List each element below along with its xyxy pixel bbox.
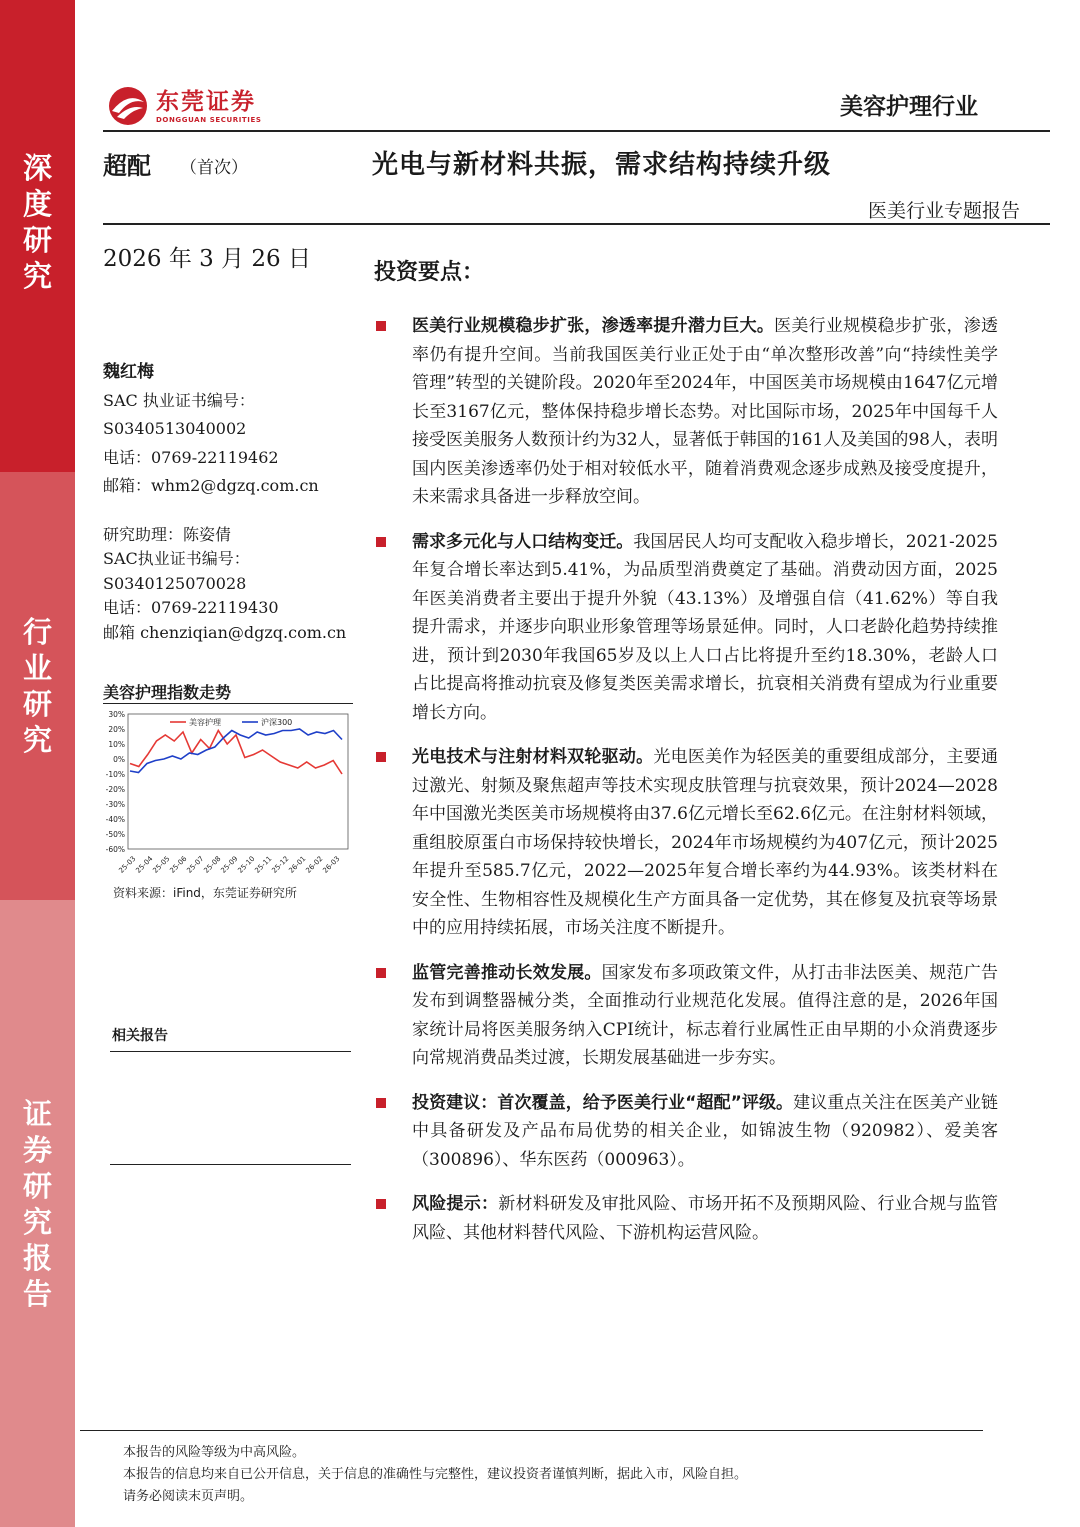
legend-label: 沪深300 [261,718,293,727]
key-point [374,959,998,1073]
key-point-title: 风险提示： [412,1194,499,1214]
related-reports-rule-top [110,1051,351,1052]
y-tick-label: 0% [113,755,125,764]
related-reports-rule-bottom [110,1164,351,1165]
assistant-line: 电话：0769-22119430 [103,598,279,618]
title-rule [103,223,1050,225]
footer-disclaimer [123,1442,747,1508]
assistant-info [103,523,373,645]
key-point-body: 国家发布多项政策文件，从打击非法医美、规范广告发布到调整器械分类，全面推动行业规范化发展。值得注意的是，2026年国家统计局将医美服务纳入CPI统计，标志着行业属性正由早期的小众消费逐步向常规消费品类过渡，长期发展基础进一步夯实。 [412,962,999,1068]
key-point [374,743,998,943]
side-band-industry-research: 行业研究 [0,472,75,900]
y-tick-label: -40% [105,815,125,824]
key-point-body: 光电医美作为轻医美的重要组成部分，主要通过激光、射频及聚焦超声等技术实现皮肤管理与抗衰效果，预计2024—2028年中国激光类医美市场规模将由37.6亿元增长至62.6亿元。在注射材料领域，重组胶原蛋白市场保持较快增长，2024年市场规模约为407亿元，预计2025年提升至585.7亿元，2022—2025年复合增长率约为44.93%。该类材料在安全性、生物相容性及规模化生产方面具备一定优势，其在修复及抗衰等场景中的应用持续拓展，市场关注度不断提升。 [412,747,999,938]
key-point-title: 光电技术与注射材料双轮驱动。 [412,747,654,767]
chart-svg [100,706,352,876]
footer-line: 请务必阅读末页声明。 [123,1489,254,1504]
series-line-beauty-care [130,731,342,775]
report-title: 光电与新材料共振，需求结构持续升级 [372,150,832,180]
y-tick-label: -10% [105,770,125,779]
key-points-list [374,312,998,1247]
footer-rule [80,1430,983,1431]
x-tick-label: 25-05 [151,854,172,875]
y-tick-label: 30% [108,710,125,719]
assistant-line: S0340125070028 [103,573,247,593]
analyst-line: 邮箱：whm2@dgzq.com.cn [103,476,319,495]
side-band-securities-report: 证券研究报告 [0,900,75,1527]
x-tick-label: 25-07 [185,854,206,875]
bullet-square-icon [376,1199,386,1209]
x-tick-label: 26-02 [304,854,325,875]
side-band-deep-research: 深度研究 [0,0,75,472]
bullet-square-icon [376,968,386,978]
y-tick-label: -50% [105,830,125,839]
report-type: 医美行业专题报告 [867,200,1020,222]
analyst-name: 魏红梅 [103,362,154,382]
key-point [374,1190,998,1247]
logo-name-cn: 东莞证券 [156,88,256,115]
analyst-line: S0340513040002 [103,419,247,438]
key-point-body: 医美行业规模稳步扩张，渗透率仍有提升空间。当前我国医美行业正处于由“单次整形改善”向“持续性美学管理”转型的关键阶段。2020年至2024年，中国医美市场规模由1647亿元增长至3167亿元，整体保持稳步增长态势。对比国际市场，2025年中国每千人接受医美服务人数预计约为32人，显著低于韩国的161人及美国的98人，表明国内医美渗透率仍处于相对较低水平，随着消费观念逐步成熟及接受度提升，未来需求具备进一步释放空间。 [412,316,999,507]
analyst-line: SAC 执业证书编号： [103,390,255,410]
footer-line: 本报告的信息均来自已公开信息，关于信息的准确性与完整性，建议投资者谨慎判断，据此入市，风险自担。 [123,1467,748,1482]
chart-source: 资料来源：iFind，东莞证券研究所 [113,886,297,900]
chart-title: 美容护理指数走势 [103,683,232,702]
x-tick-label: 25-11 [253,854,274,875]
x-tick-label: 26-03 [321,854,342,875]
bullet-square-icon [376,1098,386,1108]
chart-title-rule [103,703,353,704]
x-tick-label: 25-08 [202,854,223,875]
x-tick-label: 25-06 [168,854,189,875]
header-rule [103,130,1050,132]
y-tick-label: -60% [105,845,125,854]
bullet-square-icon [376,537,386,547]
key-point-title: 投资建议：首次覆盖，给予医美行业“超配”评级。 [412,1092,794,1113]
key-point-title: 监管完善推动长效发展。 [412,962,602,983]
key-point-title: 医美行业规模稳步扩张，渗透率提升潜力巨大。 [412,316,775,336]
key-point-body: 新材料研发及审批风险、市场开拓不及预期风险、行业合规与监管风险、其他材料替代风险、下游机构运营风险。 [412,1194,999,1243]
x-tick-label: 25-12 [270,854,291,875]
logo-emblem-icon [108,86,148,126]
x-tick-label: 25-04 [134,854,155,875]
analyst-line: 电话：0769-22119462 [103,447,279,467]
legend-label: 美容护理 [189,718,221,727]
y-tick-label: -30% [105,800,125,809]
index-trend-chart [100,706,352,876]
side-band [0,0,75,1527]
key-point [374,528,998,728]
analyst-info [103,358,363,501]
assistant-line: 邮箱 chenziqian@dgzq.com.cn [103,622,347,642]
x-tick-label: 25-10 [236,854,257,875]
rating: 超配 [103,152,151,180]
key-point-body: 建议重点关注在医美产业链中具备研发及产品布局优势的相关企业，如锦波生物（920982）、爱美客（300896）、华东医药（000963）。 [412,1092,998,1170]
report-date: 2026 年 3 月 26 日 [103,246,311,272]
key-points-heading: 投资要点： [374,260,485,285]
logo-name-en: DONGGUAN SECURITIES [156,115,262,124]
industry-label: 美容护理行业 [840,94,978,120]
assistant-line: SAC执业证书编号： [103,549,250,569]
key-point [374,312,998,512]
key-point-title: 需求多元化与人口结构变迁。 [412,531,634,552]
x-tick-label: 25-03 [117,854,138,875]
y-tick-label: 10% [108,740,125,749]
assistant-line: 研究助理：陈姿倩 [103,525,232,544]
key-point [374,1089,998,1175]
related-reports-heading: 相关报告 [112,1028,168,1044]
footer-line: 本报告的风险等级为中高风险。 [123,1445,306,1460]
company-logo [108,86,262,126]
key-point-body: 我国居民人均可支配收入稳步增长，2021-2025年复合增长率达到5.41%，为品质型消费奠定了基础。消费动因方面，2025年医美消费者主要出于提升外貌（43.13%）及增强自信（41.62%）等自我提升需求，并逐步向职业形象管理等场景延伸。同时，人口老龄化趋势持续推进，预计到2030年我国65岁及以上人口占比将提升至约18.30%，老龄人口占比提高将推动抗衰及修复类医美需求增长，抗衰相关消费有望成为行业重要增长方向。 [412,531,998,723]
bullet-square-icon [376,321,386,331]
x-tick-label: 26-01 [287,854,308,875]
bullet-square-icon [376,752,386,762]
x-tick-label: 25-09 [219,854,240,875]
y-tick-label: 20% [108,725,125,734]
rating-note: （首次） [180,158,248,178]
y-tick-label: -20% [105,785,125,794]
